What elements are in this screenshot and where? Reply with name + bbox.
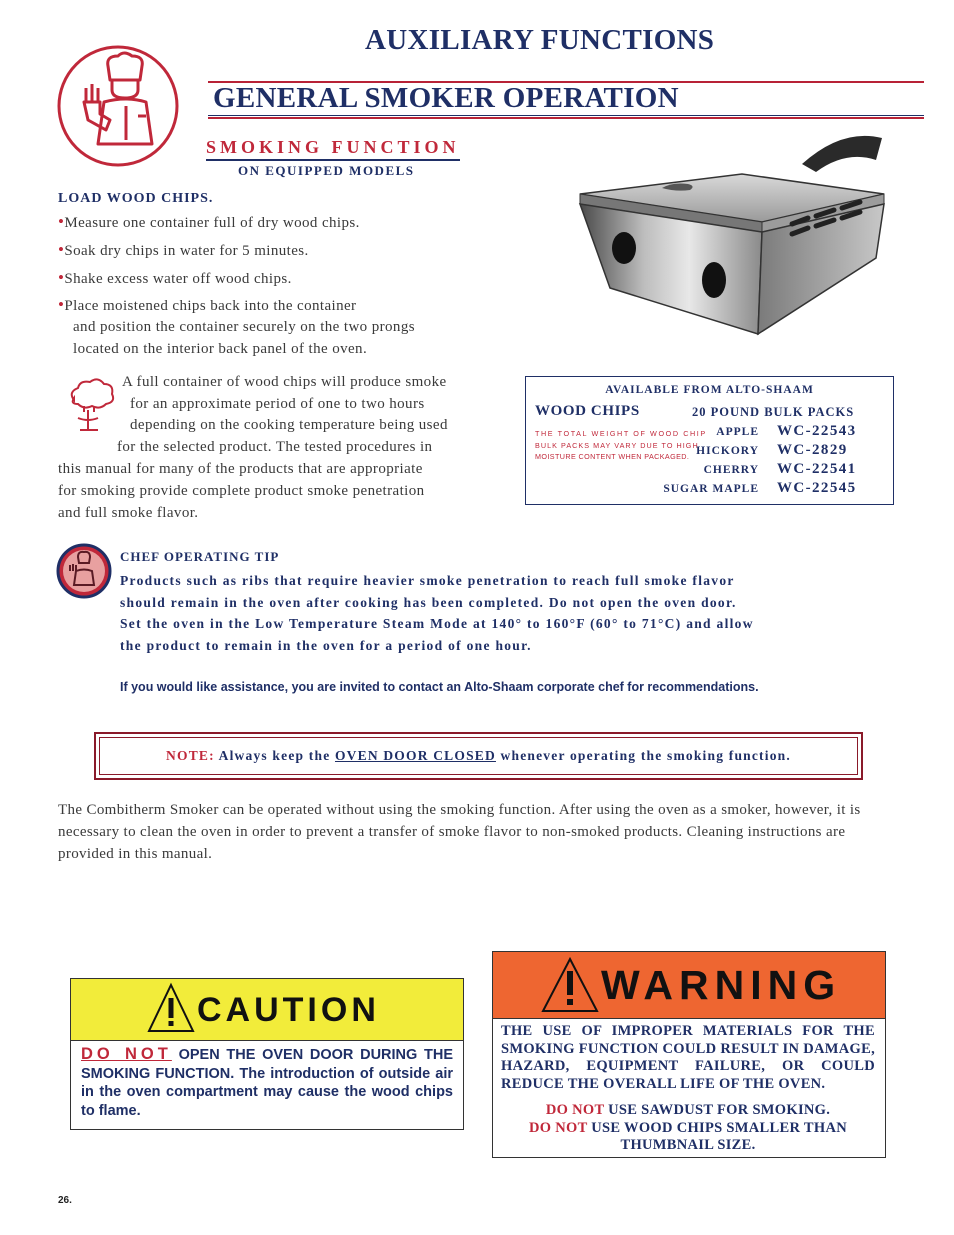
paragraph-line: and full smoke flavor. (58, 505, 199, 521)
divider (208, 115, 924, 116)
caution-header (71, 979, 463, 1041)
chef-logo-icon (56, 44, 180, 168)
availability-heading: AVAILABLE FROM ALTO-SHAAM (605, 384, 814, 396)
list-item: •Soak dry chips in water for 5 minutes. (58, 240, 309, 259)
wood-type: APPLE (716, 426, 759, 438)
warning-prohibitions: DO NOT USE SAWDUST FOR SMOKING. DO NOT USE WOOD CHIPS SMALLER THAN THUMBNAIL SIZE. (528, 1102, 847, 1153)
warning-header (493, 952, 885, 1019)
warning-title: WARNING (601, 962, 842, 1008)
smoke-cloud-icon (66, 378, 116, 440)
chef-tip-body: Products such as ribs that require heavier smoke penetration to reach full smoke flavor should remain in the oven after cooking has been completed. Do not open the oven door. Set the oven in the Low Temperature Steam Mode at 140° to 160°F (60° to 71°C) and allow the product to remain in the oven for a period of one hour. (120, 573, 754, 653)
paragraph-line: A full container of wood chips will produce smoke (122, 374, 447, 390)
caution-box (70, 978, 464, 1130)
paragraph-line: depending on the cooking temperature being used (130, 417, 448, 433)
note-emphasis: OVEN DOOR CLOSED (334, 748, 496, 763)
list-item: •Shake excess water off wood chips. (58, 268, 292, 287)
wood-type: CHERRY (703, 464, 759, 476)
list-item-continued: located on the interior back panel of the oven. (73, 341, 368, 357)
product-name: WOOD CHIPS (535, 403, 640, 419)
assistance-note: If you would like assistance, you are invited to contact an Alto-Shaam corporate chef for recommendations. (120, 680, 759, 694)
wood-type: SUGAR MAPLE (663, 483, 759, 495)
section-title: GENERAL SMOKER OPERATION (213, 82, 679, 114)
chef-tip-icon (56, 543, 112, 599)
paragraph-line: for smoking provide complete product smoke penetration (58, 483, 425, 499)
part-number: WC-22545 (777, 480, 857, 496)
list-item: •Place moistened chips back into the container (58, 295, 357, 314)
note-label: NOTE: (166, 748, 215, 763)
smoking-function-heading: SMOKING FUNCTION (206, 137, 460, 161)
note-text: whenever operating the smoking function. (500, 748, 791, 763)
page-title: AUXILIARY FUNCTIONS (365, 24, 715, 56)
caution-title: CAUTION (197, 991, 380, 1029)
part-number: WC-22541 (777, 461, 857, 477)
paragraph-line: this manual for many of the products that are appropriate (58, 461, 423, 477)
divider (208, 117, 924, 119)
page-number: 26. (58, 1195, 72, 1206)
warning-triangle-icon (145, 981, 197, 1035)
weight-disclaimer: THE TOTAL WEIGHT OF WOOD CHIP BULK PACKS MAY VARY DUE TO HIGH MOISTURE CONTENT WHEN PACKAGED. (535, 429, 707, 461)
wood-chips-availability-box (525, 376, 894, 505)
warning-text: THE USE OF IMPROPER MATERIALS FOR THE SMOKING FUNCTION COULD RESULT IN DAMAGE, HAZARD, EQUIPMENT FAILURE, OR COULD REDUCE THE OVERALL LIFE OF THE OVEN. (501, 1023, 875, 1092)
warning-box (492, 951, 886, 1158)
paragraph-line: for the selected product. The tested procedures in (117, 439, 433, 455)
load-wood-chips-heading: LOAD WOOD CHIPS. (58, 191, 214, 206)
list-item-continued: and position the container securely on the two prongs (73, 319, 415, 335)
caution-text: DO NOT OPEN THE OVEN DOOR DURING THE SMOKING FUNCTION. The introduction of outside air in the oven compartment may cause the wood chips to flame. (81, 1045, 454, 1119)
combitherm-paragraph: The Combitherm Smoker can be operated without using the smoking function. After using the oven as a smoker, however, it is necessary to clean the oven in order to prevent a transfer of smoke flavor to non-smoked products. Cleaning instructions are provided in this manual. (58, 802, 861, 862)
note-box (94, 732, 863, 780)
part-number: WC-22543 (777, 423, 857, 439)
part-number: WC-2829 (777, 442, 848, 458)
chef-tip-heading: CHEF OPERATING TIP (120, 549, 280, 564)
warning-triangle-icon (539, 955, 601, 1015)
note-text: Always keep the (218, 748, 331, 763)
pack-size: 20 POUND BULK PACKS (692, 405, 855, 419)
paragraph-line: for an approximate period of one to two hours (130, 396, 425, 412)
wood-type: HICKORY (696, 445, 759, 457)
list-item: •Measure one container full of dry wood chips. (58, 212, 360, 231)
smoker-container-illustration (572, 128, 902, 340)
equipped-models-note: ON EQUIPPED MODELS (238, 163, 415, 178)
